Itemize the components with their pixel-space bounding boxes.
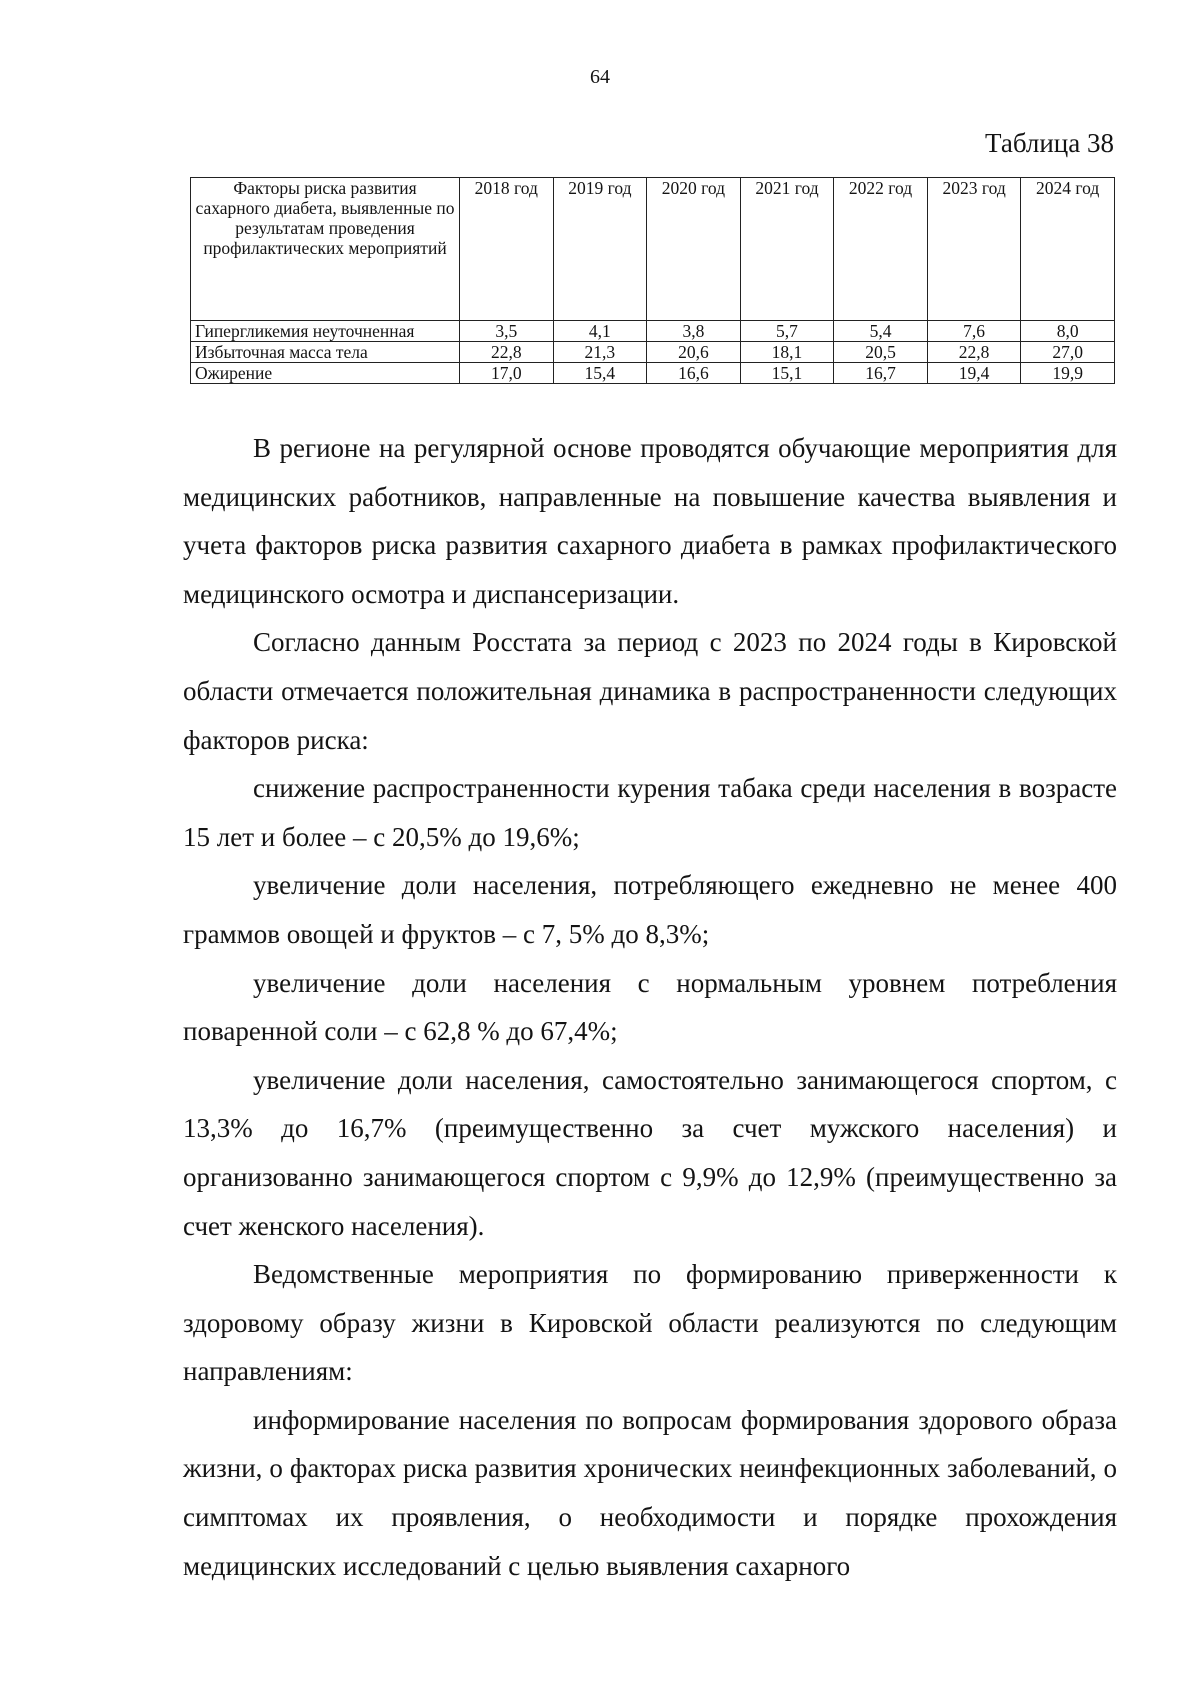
table-cell: 3,8 xyxy=(647,321,741,342)
table-cell: 16,6 xyxy=(647,363,741,384)
table-cell: 22,8 xyxy=(460,342,554,363)
table-cell: 7,6 xyxy=(927,321,1021,342)
header-year: 2024 год xyxy=(1021,178,1115,321)
paragraph: Ведомственные мероприятия по формированию приверженности к здоровому образу жизни в Кировской области реализуются по следующим направлениям: xyxy=(183,1259,1117,1387)
table-cell: 4,1 xyxy=(553,321,647,342)
table-row xyxy=(191,363,1115,384)
page-number: 64 xyxy=(590,66,610,88)
header-year: 2023 год xyxy=(927,178,1021,321)
table-cell: 16,7 xyxy=(834,363,928,384)
table-cell: 21,3 xyxy=(553,342,647,363)
table-cell: 3,5 xyxy=(460,321,554,342)
paragraph: информирование населения по вопросам формирования здорового образа жизни, о факторах риска развития хронических неинфекционных заболеваний, о симптомах их проявления, о необходимости и порядке прохождения медицинских исследований с целью выявления сахарного xyxy=(183,1404,1117,1581)
table-cell: 8,0 xyxy=(1021,321,1115,342)
row-factor: Гипергликемия неуточненная xyxy=(191,321,460,342)
table-row xyxy=(191,342,1115,363)
paragraph: увеличение доли населения, потребляющего ежедневно не менее 400 граммов овощей и фруктов – с 7, 5% до 8,3%; xyxy=(183,870,1117,949)
header-year: 2020 год xyxy=(647,178,741,321)
header-year: 2021 год xyxy=(740,178,834,321)
table-cell: 5,4 xyxy=(834,321,928,342)
row-factor: Ожирение xyxy=(191,363,460,384)
table-cell: 15,1 xyxy=(740,363,834,384)
paragraph: Согласно данным Росстата за период с 2023 по 2024 годы в Кировской области отмечается положительная динамика в распространенности следующих факторов риска: xyxy=(183,627,1117,755)
header-year: 2019 год xyxy=(553,178,647,321)
risk-factors-table xyxy=(190,177,1115,384)
header-year: 2018 год xyxy=(460,178,554,321)
table-caption: Таблица 38 xyxy=(985,128,1114,158)
table-cell: 15,4 xyxy=(553,363,647,384)
table-cell: 27,0 xyxy=(1021,342,1115,363)
row-factor: Избыточная масса тела xyxy=(191,342,460,363)
table-cell: 22,8 xyxy=(927,342,1021,363)
paragraph: В регионе на регулярной основе проводятся обучающие мероприятия для медицинских работников, направленные на повышение качества выявления и учета факторов риска развития сахарного диабета в рамках профилактического медицинского осмотра и диспансеризации. xyxy=(183,433,1117,609)
paragraph: увеличение доли населения, самостоятельно занимающегося спортом, с 13,3% до 16,7% (преимущественно за счет мужского населения) и организованно занимающегося спортом с 9,9% до 12,9% (преимущественно за счет женского населения). xyxy=(183,1064,1117,1241)
header-year: 2022 год xyxy=(834,178,928,321)
table-cell: 20,6 xyxy=(647,342,741,363)
table-cell: 18,1 xyxy=(740,342,834,363)
body-text xyxy=(183,424,1117,1590)
table-cell: 17,0 xyxy=(460,363,554,384)
header-factor: Факторы риска развития сахарного диабета, выявленные по результатам проведения профилактических мероприятий xyxy=(191,178,460,321)
paragraph: снижение распространенности курения табака среди населения в возрасте 15 лет и более – с 20,5% до 19,6%; xyxy=(183,773,1117,852)
table-row xyxy=(191,321,1115,342)
table-cell: 19,4 xyxy=(927,363,1021,384)
table-cell: 19,9 xyxy=(1021,363,1115,384)
paragraph: увеличение доли населения с нормальным уровнем потребления поваренной соли – с 62,8 % до 67,4%; xyxy=(183,967,1117,1047)
table-header-row xyxy=(191,178,1115,321)
table-cell: 20,5 xyxy=(834,342,928,363)
table-cell: 5,7 xyxy=(740,321,834,342)
